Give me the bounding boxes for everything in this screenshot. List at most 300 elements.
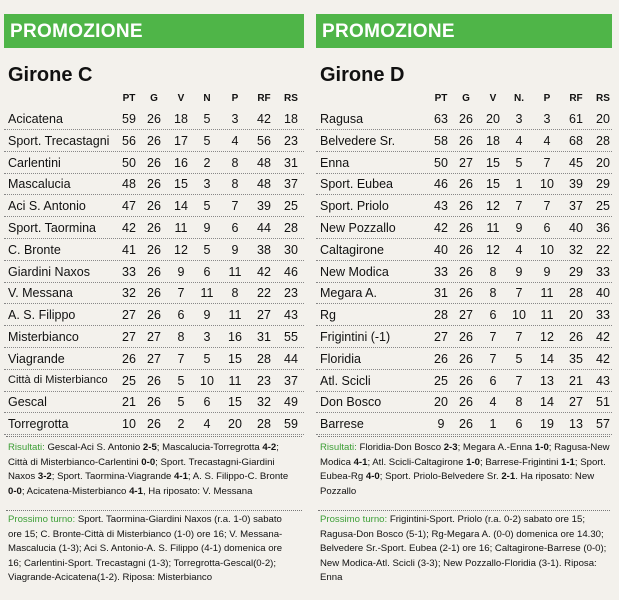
stat-cell: 26 [147, 417, 161, 432]
stat-cell: 5 [177, 395, 185, 410]
stat-cell: 26 [147, 199, 161, 214]
stat-cell: 7 [543, 199, 551, 214]
result-text: ; Città di Misterbianco-Carlentini [8, 442, 279, 468]
stat-cell: 5 [203, 112, 211, 126]
stat-cell: 50 [122, 155, 136, 170]
stat-cell: 29 [569, 264, 583, 279]
stat-cell: 11 [200, 286, 214, 301]
stat-cell: 61 [569, 112, 583, 126]
stat-cell: 7 [177, 286, 185, 301]
result-score: 2-3 [443, 442, 458, 453]
team-name: Sport. Trecastagni [8, 133, 110, 148]
girone-c-column [4, 0, 304, 600]
stat-cell: 26 [459, 417, 473, 432]
stat-cell: 26 [459, 242, 473, 257]
stat-cell: 9 [515, 264, 523, 279]
stat-cell: 27 [569, 395, 583, 410]
results-body [320, 442, 610, 497]
stat-cell: 8 [515, 395, 523, 410]
stat-cell: 14 [540, 395, 554, 410]
promozione-banner [4, 14, 304, 48]
result-text: ; Megara A.-Enna [457, 442, 535, 453]
stat-cell: 2 [177, 417, 185, 432]
girone-c-title: Girone C [8, 64, 93, 86]
table-row [316, 282, 612, 304]
girone-d-column [316, 0, 612, 600]
stat-cell: 15 [486, 177, 500, 192]
column-header: G [150, 93, 158, 104]
table-row [316, 348, 612, 370]
stat-cell: 40 [596, 286, 610, 301]
stat-cell: 20 [596, 112, 610, 126]
team-name: Acicatena [8, 112, 63, 126]
stat-cell: 3 [543, 112, 551, 126]
stat-cell: 31 [284, 155, 298, 170]
column-header: PT [434, 93, 448, 104]
stat-cell: 18 [284, 112, 298, 126]
team-name: Torregrotta [8, 417, 69, 432]
stat-cell: 26 [147, 395, 161, 410]
stat-cell: 2 [203, 155, 211, 170]
column-header: RS [284, 93, 298, 104]
stat-cell: 14 [174, 199, 188, 214]
team-name: Mascalucia [8, 177, 71, 192]
stat-cell: 30 [284, 242, 298, 257]
stat-cell: 28 [257, 417, 271, 432]
table-row [4, 370, 304, 392]
stat-cell: 28 [257, 351, 271, 366]
stat-cell: 16 [228, 330, 242, 344]
stat-cell: 32 [122, 286, 136, 301]
stat-cell: 49 [284, 395, 298, 410]
stat-cell: 6 [177, 308, 185, 323]
column-header: RS [596, 93, 610, 104]
stat-cell: 42 [257, 264, 271, 279]
result-score: 0-0 [8, 485, 22, 497]
result-score: 4-1 [174, 471, 188, 482]
stat-cell: 27 [257, 308, 271, 323]
stat-cell: 1 [515, 177, 523, 192]
stat-cell: 20 [434, 395, 448, 410]
result-text: ; Sport. Priolo-Belvedere Sr. [379, 471, 502, 482]
stat-cell: 26 [459, 177, 473, 192]
team-name: Rg [320, 308, 336, 323]
stat-cell: 10 [200, 373, 214, 388]
stat-cell: 25 [596, 199, 610, 214]
banner-label: PROMOZIONE [322, 21, 455, 42]
table-row [316, 304, 612, 326]
stat-cell: 27 [459, 308, 473, 323]
result-text: ; Sport. Taormina-Viagrande [51, 471, 175, 482]
stat-cell: 26 [459, 286, 473, 301]
result-text: ; Mascalucia-Torregrotta [156, 442, 263, 453]
stat-cell: 7 [543, 155, 551, 170]
next-round-text [8, 513, 298, 586]
stat-cell: 9 [177, 264, 185, 279]
column-header: N. [514, 93, 524, 104]
stat-cell: 41 [122, 242, 136, 257]
stat-cell: 11 [174, 221, 188, 235]
stat-cell: 26 [459, 373, 473, 388]
team-name: Don Bosco [320, 395, 382, 410]
stat-cell: 18 [174, 112, 188, 126]
stat-cell: 37 [284, 177, 298, 192]
stat-cell: 42 [434, 221, 448, 235]
stat-cell: 12 [486, 199, 500, 214]
table-row [4, 326, 304, 348]
stat-cell: 27 [122, 330, 136, 344]
stat-cell: 39 [569, 177, 583, 192]
stat-cell: 37 [569, 199, 583, 214]
team-name: New Pozzallo [320, 221, 396, 235]
stat-cell: 8 [177, 330, 185, 344]
stat-cell: 6 [203, 264, 211, 279]
stat-cell: 11 [540, 286, 554, 301]
stat-cell: 26 [147, 286, 161, 301]
stat-cell: 56 [122, 133, 136, 148]
result-text: ; A. S. Filippo-C. Bronte [187, 471, 289, 482]
team-name: Ragusa [320, 112, 364, 126]
stat-cell: 10 [512, 308, 526, 323]
result-score: 4-1 [353, 456, 368, 468]
banner-label: PROMOZIONE [10, 21, 143, 42]
results-label: Risultati: [320, 442, 357, 453]
stat-cell: 5 [203, 199, 211, 214]
result-score: 4-0 [365, 471, 380, 482]
promozione-banner [316, 14, 612, 48]
stat-cell: 47 [122, 199, 136, 214]
column-header: N [203, 93, 211, 104]
stat-cell: 63 [434, 112, 448, 126]
stat-cell: 4 [515, 133, 523, 148]
table-row [4, 130, 304, 152]
divider [318, 436, 610, 437]
stat-cell: 50 [434, 155, 448, 170]
team-name: Sport. Priolo [320, 199, 389, 214]
result-score: 2-1 [501, 471, 516, 482]
result-text: Gescal-Aci S. Antonio [44, 442, 143, 453]
team-name: Enna [320, 155, 350, 170]
team-name: Viagrande [8, 351, 65, 366]
stat-cell: 11 [228, 264, 242, 279]
stat-cell: 38 [257, 242, 271, 257]
stat-cell: 26 [459, 351, 473, 366]
table-row [316, 173, 612, 195]
stat-cell: 5 [515, 351, 523, 366]
stat-cell: 5 [203, 133, 211, 148]
next-round-label: Prossimo turno: [8, 514, 76, 525]
stat-cell: 10 [122, 417, 136, 432]
stat-cell: 45 [569, 155, 583, 170]
result-text: ; Ragusa-New Modica [320, 442, 610, 468]
stat-cell: 23 [284, 286, 298, 301]
stat-cell: 12 [540, 330, 554, 344]
stat-cell: 26 [459, 199, 473, 214]
stat-cell: 20 [228, 417, 242, 432]
stat-cell: 13 [540, 373, 554, 388]
stat-cell: 27 [459, 155, 473, 170]
stat-cell: 27 [122, 308, 136, 323]
stat-cell: 7 [515, 286, 523, 301]
column-header: P [543, 93, 551, 104]
stat-cell: 27 [434, 330, 448, 344]
table-row [4, 413, 304, 435]
stat-cell: 68 [569, 133, 583, 148]
stat-cell: 26 [147, 264, 161, 279]
result-score: 3-2 [37, 471, 52, 482]
stat-cell: 16 [174, 155, 188, 170]
stat-cell: 59 [284, 417, 298, 432]
table-row [4, 173, 304, 195]
next-round-label: Prossimo turno: [320, 514, 388, 525]
stat-cell: 11 [228, 373, 242, 388]
stat-cell: 6 [203, 395, 211, 410]
stat-cell: 8 [489, 286, 497, 301]
stat-cell: 7 [489, 351, 497, 366]
stat-cell: 12 [174, 242, 188, 257]
result-text: ; Atl. Scicli-Caltagirone [367, 456, 467, 468]
column-header: V [177, 93, 185, 104]
stat-cell: 29 [596, 177, 610, 192]
stat-cell: 40 [434, 242, 448, 257]
stat-cell: 8 [231, 286, 239, 301]
stat-cell: 26 [459, 221, 473, 235]
stat-cell: 22 [257, 286, 271, 301]
stat-cell: 43 [284, 308, 298, 323]
table-row [4, 261, 304, 283]
result-score: 2-5 [142, 442, 157, 453]
stat-cell: 25 [434, 373, 448, 388]
stat-cell: 7 [515, 330, 523, 344]
stat-cell: 26 [459, 264, 473, 279]
stat-cell: 26 [459, 395, 473, 410]
column-header: V [489, 93, 497, 104]
stat-cell: 17 [174, 133, 188, 148]
result-score: 4-1 [129, 485, 143, 497]
stat-cell: 1 [489, 417, 497, 432]
stat-cell: 11 [540, 308, 554, 323]
stat-cell: 7 [515, 199, 523, 214]
stat-cell: 58 [434, 133, 448, 148]
results-label: Risultati: [8, 442, 45, 453]
table-row [4, 282, 304, 304]
table-row [4, 304, 304, 326]
stat-cell: 48 [257, 155, 271, 170]
team-name: Atl. Scicli [320, 373, 371, 388]
stat-cell: 26 [147, 133, 161, 148]
team-name: C. Bronte [8, 242, 61, 257]
stat-cell: 23 [257, 373, 271, 388]
stat-cell: 31 [257, 330, 271, 344]
results-text [320, 441, 610, 499]
stat-cell: 8 [489, 264, 497, 279]
result-text: . Ha riposato: New Pozzallo [320, 471, 595, 497]
result-text: ; Sport. Eubea-Rg [320, 456, 606, 482]
team-name: Aci S. Antonio [8, 199, 86, 214]
stat-cell: 56 [257, 133, 271, 148]
team-name: Floridia [320, 351, 361, 366]
stat-cell: 9 [203, 221, 211, 235]
stat-cell: 14 [540, 351, 554, 366]
column-header: P [231, 93, 239, 104]
column-header: RF [569, 93, 583, 104]
stat-cell: 32 [257, 395, 271, 410]
column-header: RF [257, 93, 271, 104]
stat-cell: 33 [596, 308, 610, 323]
stat-cell: 20 [596, 155, 610, 170]
stat-cell: 26 [122, 351, 136, 366]
table-row [4, 108, 304, 130]
stat-cell: 26 [459, 112, 473, 126]
stat-cell: 10 [540, 242, 554, 257]
table-row [316, 326, 612, 348]
stat-cell: 27 [147, 330, 161, 344]
table-row [316, 261, 612, 283]
divider [318, 510, 610, 511]
table-row [316, 239, 612, 261]
result-score: 1-1 [561, 456, 575, 468]
team-name: V. Messana [8, 286, 73, 301]
stat-cell: 26 [434, 351, 448, 366]
stat-cell: 5 [515, 155, 523, 170]
table-row [316, 130, 612, 152]
stat-cell: 31 [434, 286, 448, 301]
stat-cell: 5 [177, 373, 185, 388]
stat-cell: 42 [122, 221, 136, 235]
stat-cell: 46 [434, 177, 448, 192]
next-round-body: Sport. Taormina-Giardini Naxos (r.a. 1-0) sabato ore 15; C. Bronte-Città di Misterbianco (1-0) ore 16; V. Messana-Mascalucia (1-3); Aci S. Antonio-A. S. Filippo (4-1) domenica ore 16; Carlentini-Sport. Trecastagni (1-3); Torregrotta-Gescal(0-2); Viagrande-Acicatena(1-2). Riposa: Misterbianco [8, 514, 283, 583]
result-text: ; Barrese-Frigintini [479, 456, 562, 468]
stat-cell: 28 [434, 308, 448, 323]
stat-cell: 9 [515, 221, 523, 235]
stat-cell: 10 [540, 177, 554, 192]
result-score: 4-2 [262, 442, 277, 453]
stat-cell: 8 [231, 177, 239, 192]
stat-cell: 7 [177, 351, 185, 366]
table-row [316, 370, 612, 392]
stat-cell: 12 [486, 242, 500, 257]
stat-cell: 3 [515, 112, 523, 126]
next-round-text [320, 513, 610, 586]
team-name: Frigintini (-1) [320, 330, 391, 344]
result-text: ; Acicatena-Misterbianco [21, 485, 130, 497]
stat-cell: 51 [596, 395, 610, 410]
stat-cell: 7 [489, 330, 497, 344]
stat-cell: 3 [203, 330, 211, 344]
stat-cell: 7 [515, 373, 523, 388]
result-score: 1-0 [466, 456, 480, 468]
stat-cell: 26 [147, 155, 161, 170]
stat-cell: 21 [569, 373, 583, 388]
stat-cell: 23 [284, 133, 298, 148]
stat-cell: 9 [231, 242, 239, 257]
stat-cell: 9 [543, 264, 551, 279]
result-text: Floridia-Don Bosco [356, 442, 444, 453]
team-name: Caltagirone [320, 242, 384, 257]
table-row [4, 195, 304, 217]
stat-cell: 27 [147, 351, 161, 366]
stat-cell: 44 [257, 221, 271, 235]
stat-cell: 11 [486, 221, 500, 235]
column-header: PT [122, 93, 136, 104]
stat-cell: 28 [596, 133, 610, 148]
stat-cell: 15 [174, 177, 188, 192]
stat-cell: 6 [515, 417, 523, 432]
results-body [8, 442, 288, 497]
stat-cell: 42 [596, 330, 610, 344]
team-name: Sport. Eubea [320, 177, 393, 192]
team-name: New Modica [320, 264, 389, 279]
team-name: Carlentini [8, 155, 61, 170]
next-round-body: Frigintini-Sport. Priolo (r.a. 0-2) sabato ore 15; Ragusa-Don Bosco (5-1); Rg-Megara A. (0-0) domenica ore 14.30; Belvedere Sr.-Sport. Eubea (2-1) ore 16; Caltagirone-Barrese (0-0); New Modica-Atl. Scicli (3-3); New Pozzallo-Floridia (3-1). Riposa: Enna [320, 514, 607, 583]
divider [6, 436, 302, 437]
stat-cell: 40 [569, 221, 583, 235]
stat-cell: 6 [489, 373, 497, 388]
stat-cell: 22 [596, 242, 610, 257]
stat-cell: 18 [486, 133, 500, 148]
table-header [4, 93, 304, 107]
stat-cell: 4 [489, 395, 497, 410]
table-row [4, 391, 304, 413]
team-name: Città di Misterbianco [8, 373, 108, 386]
stat-cell: 48 [122, 177, 136, 192]
stat-cell: 4 [543, 133, 551, 148]
stat-cell: 35 [569, 351, 583, 366]
stat-cell: 3 [203, 177, 211, 192]
stat-cell: 3 [231, 112, 239, 126]
result-text: , Ha riposato: V. Messana [142, 485, 253, 497]
stat-cell: 6 [231, 221, 239, 235]
stat-cell: 7 [231, 199, 239, 214]
table-row [4, 239, 304, 261]
stat-cell: 26 [147, 221, 161, 235]
result-score: 1-0 [534, 442, 549, 453]
stat-cell: 6 [543, 221, 551, 235]
stat-cell: 42 [596, 351, 610, 366]
stat-cell: 9 [437, 417, 445, 432]
stat-cell: 25 [284, 199, 298, 214]
stat-cell: 33 [122, 264, 136, 279]
stat-cell: 26 [459, 330, 473, 344]
team-name: Gescal [8, 395, 47, 410]
stat-cell: 28 [284, 221, 298, 235]
stat-cell: 4 [231, 133, 239, 148]
stat-cell: 11 [228, 308, 242, 323]
table-row [4, 152, 304, 174]
stat-cell: 25 [122, 373, 136, 388]
team-name: Misterbianco [8, 330, 79, 344]
results-text [8, 441, 298, 499]
stat-cell: 44 [284, 351, 298, 366]
stat-cell: 26 [147, 308, 161, 323]
stat-cell: 5 [203, 351, 211, 366]
table-row [4, 348, 304, 370]
stat-cell: 26 [569, 330, 583, 344]
stat-cell: 59 [122, 112, 136, 126]
table-row [316, 413, 612, 435]
stat-cell: 57 [596, 417, 610, 432]
stat-cell: 26 [147, 177, 161, 192]
stat-cell: 55 [284, 330, 298, 344]
stat-cell: 43 [596, 373, 610, 388]
table-row [316, 391, 612, 413]
divider [6, 510, 302, 511]
table-row [316, 108, 612, 130]
team-name: Barrese [320, 417, 364, 432]
result-text: ; Sport. Trecastagni-Giardini Naxos [8, 456, 275, 482]
team-name: Megara A. [320, 286, 377, 301]
stat-cell: 5 [203, 242, 211, 257]
